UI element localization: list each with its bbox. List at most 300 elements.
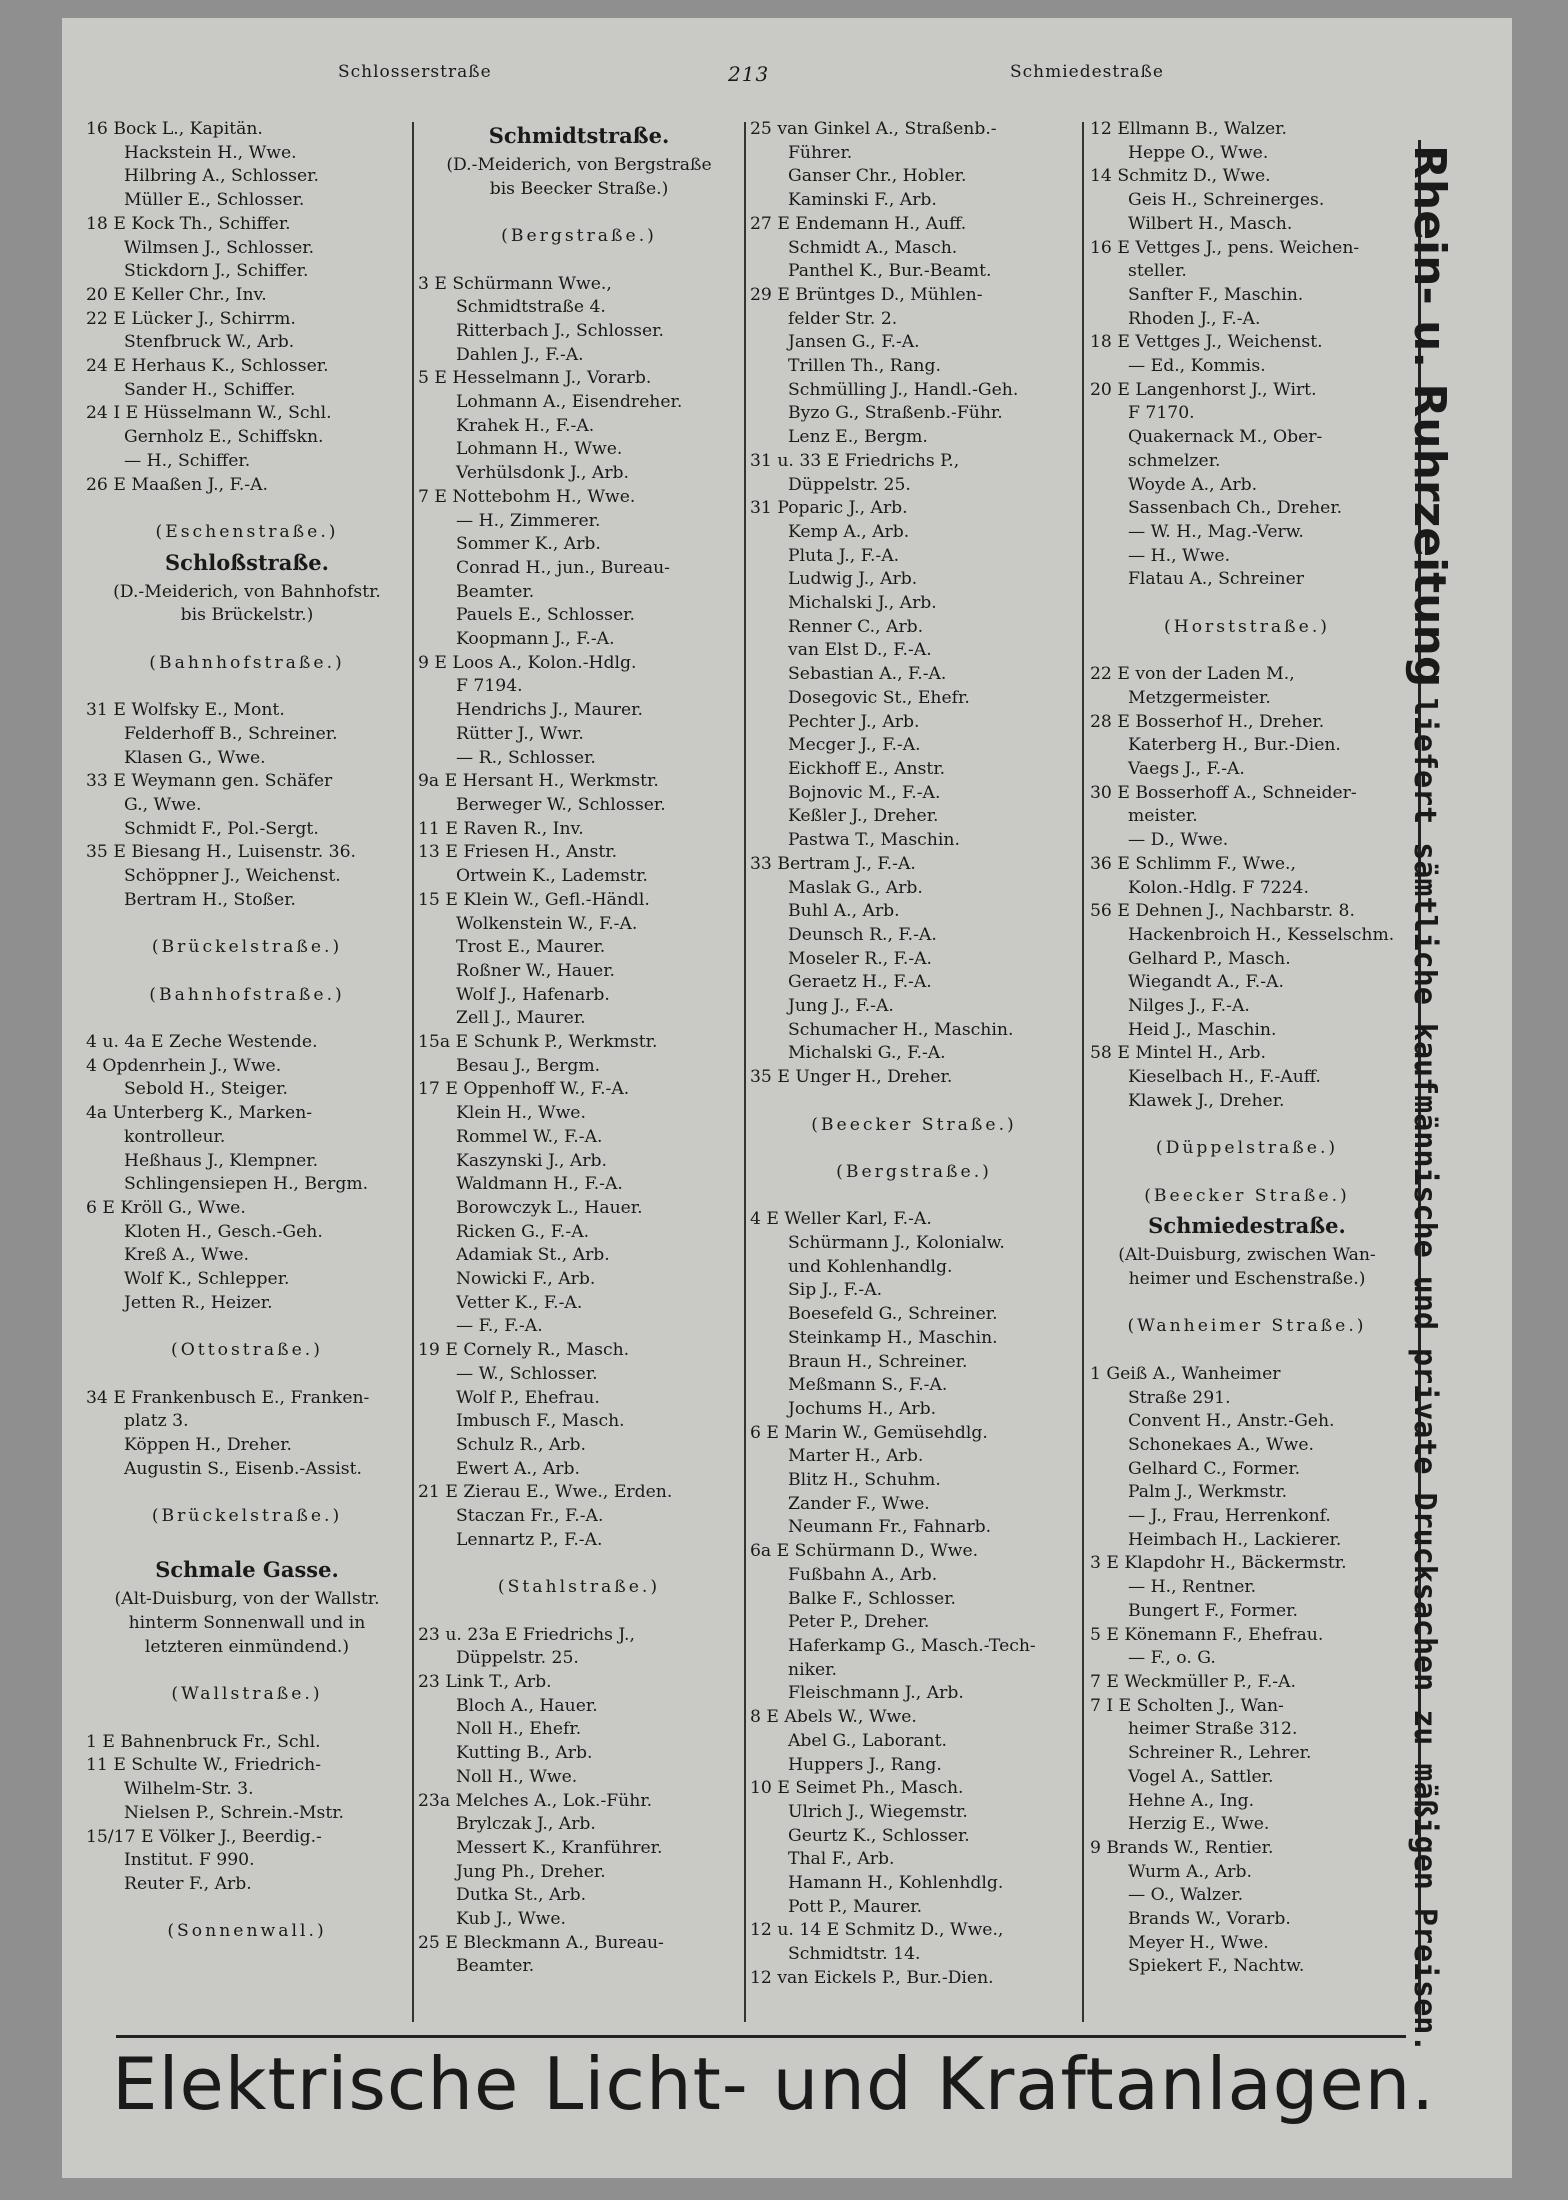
directory-entry: Klasen G., Wwe. (124, 747, 266, 768)
directory-entry: Kub J., Wwe. (456, 1909, 566, 1930)
directory-entry: 7 E Nottebohm H., Wwe. (418, 486, 636, 507)
directory-entry: F 7194. (456, 676, 523, 697)
directory-entry: 9 E Loos A., Kolon.-Hdlg. (418, 652, 637, 673)
directory-entry: Wurm A., Arb. (1128, 1861, 1252, 1882)
directory-entry: Schulz R., Arb. (456, 1434, 586, 1455)
directory-entry: 11 E Schulte W., Friedrich- (86, 1755, 321, 1776)
directory-entry: 1 Geiß A., Wanheimer (1090, 1363, 1281, 1384)
directory-entry: Pastwa T., Maschin. (788, 830, 960, 851)
street-description: bis Brückelstr.) (180, 605, 314, 626)
directory-entry: Sommer K., Arb. (456, 534, 601, 555)
directory-entry: Zell J., Maurer. (456, 1008, 586, 1029)
directory-entry: 12 Ellmann B., Walzer. (1090, 119, 1287, 139)
directory-entry: 17 E Oppenhoff W., F.-A. (418, 1079, 630, 1100)
directory-entry: Hamann H., Kohlenhdlg. (788, 1873, 1004, 1894)
directory-entry: Vaegs J., F.-A. (1128, 758, 1245, 779)
directory-entry: Sip J., F.-A. (788, 1280, 883, 1301)
directory-entry: 31 u. 33 E Friedrichs P., (750, 450, 960, 471)
directory-entry: Klawek J., Dreher. (1128, 1090, 1285, 1111)
directory-entry: Ewert A., Arb. (456, 1458, 580, 1479)
column-2 (418, 118, 740, 1979)
directory-entry: Stenfbruck W., Arb. (124, 332, 295, 353)
directory-entry: Dahlen J., F.-A. (456, 344, 584, 365)
directory-entry: Michalski G., F.-A. (788, 1043, 946, 1064)
directory-entry: — Ed., Kommis. (1128, 356, 1266, 377)
directory-entry: 3 E Schürmann Wwe., (418, 273, 612, 294)
directory-entry: kontrolleur. (124, 1126, 226, 1147)
directory-entry: 6a E Schürmann D., Wwe. (750, 1541, 979, 1562)
directory-entry: Gelhard P., Masch. (1128, 948, 1291, 969)
directory-entry: 16 E Vettges J., pens. Weichen- (1090, 237, 1360, 258)
cross-street-reference: (Wallstraße.) (171, 1684, 323, 1705)
directory-entry: 6 E Kröll G., Wwe. (86, 1197, 246, 1218)
cross-street-reference: (Wanheimer Straße.) (1127, 1316, 1367, 1337)
directory-entry: — H., Rentner. (1128, 1577, 1257, 1598)
directory-entry: Messert K., Kranführer. (456, 1837, 663, 1858)
cross-street-reference: (Bergstraße.) (836, 1161, 992, 1182)
directory-entry: 15/17 E Völker J., Beerdig.- (86, 1826, 322, 1847)
directory-entry: Beamter. (456, 581, 535, 602)
directory-entry: — W., Schlosser. (456, 1363, 598, 1384)
street-description: letzteren einmündend.) (144, 1636, 350, 1657)
directory-entry: Pluta J., F.-A. (788, 545, 900, 566)
directory-entry: F 7170. (1128, 403, 1195, 424)
side-ad-title: Rhein- u. Ruhrzeitung (1404, 145, 1455, 688)
directory-entry: Düppelstr. 25. (456, 1648, 579, 1669)
directory-entry: van Elst D., F.-A. (788, 640, 932, 661)
directory-entry: Wolf K., Schlepper. (124, 1269, 290, 1290)
street-description: bis Beecker Straße.) (489, 178, 669, 199)
directory-entry: 8 E Abels W., Wwe. (750, 1707, 917, 1728)
directory-entry: — F., F.-A. (456, 1316, 543, 1337)
directory-entry: 5 E Könemann F., Ehefrau. (1090, 1624, 1324, 1645)
directory-entry: — F., o. G. (1128, 1648, 1216, 1669)
directory-entry: Trost E., Maurer. (456, 937, 606, 958)
directory-entry: Schöppner J., Weichenst. (124, 866, 341, 887)
directory-entry: 12 van Eickels P., Bur.-Dien. (750, 1967, 994, 1988)
street-description: (Alt-Duisburg, zwischen Wan- (1118, 1245, 1376, 1266)
column-1 (86, 118, 408, 1944)
directory-entry: 4 E Weller Karl, F.-A. (750, 1209, 932, 1230)
directory-entry: Klein H., Wwe. (456, 1103, 586, 1124)
spacer (86, 1007, 408, 1031)
directory-entry: Kaminski F., Arb. (788, 190, 937, 211)
directory-entry: Schlingensiepen H., Bergm. (124, 1174, 369, 1195)
spacer (750, 1185, 1078, 1209)
directory-entry: Fleischmann J., Arb. (788, 1683, 964, 1704)
directory-entry: 31 Poparic J., Arb. (750, 498, 908, 519)
directory-entry: 12 u. 14 E Schmitz D., Wwe., (750, 1920, 1004, 1941)
directory-entry: Haferkamp G., Masch.-Tech- (788, 1636, 1036, 1656)
cross-street-reference: (Eschenstraße.) (155, 521, 339, 542)
directory-entry: Kloten H., Gesch.-Geh. (124, 1221, 323, 1242)
directory-entry: Convent H., Anstr.-Geh. (1128, 1411, 1335, 1432)
running-head-right: Schmiedestraße (1010, 62, 1164, 82)
directory-entry: Geis H., Schreinerges. (1128, 190, 1325, 211)
directory-entry: Vogel A., Sattler. (1128, 1766, 1274, 1787)
directory-entry: Köppen H., Dreher. (124, 1434, 293, 1455)
directory-entry: Panthel K., Bur.-Beamt. (788, 261, 992, 282)
directory-entry: Borowczyk L., Hauer. (456, 1197, 643, 1218)
directory-entry: Hackenbroich H., Kesselschm. (1128, 924, 1395, 945)
directory-entry: Rommel W., F.-A. (456, 1126, 603, 1147)
directory-entry: Noll H., Wwe. (456, 1766, 578, 1787)
cross-street-reference: (Beecker Straße.) (811, 1114, 1017, 1135)
street-heading: Schloßstraße. (165, 549, 329, 575)
directory-entry: Bloch A., Hauer. (456, 1695, 598, 1716)
spacer (1090, 1114, 1404, 1138)
directory-entry: Huppers J., Rang. (788, 1754, 942, 1775)
directory-entry: Adamiak St., Arb. (456, 1245, 610, 1266)
spacer (86, 628, 408, 652)
directory-entry: 34 E Frankenbusch E., Franken- (86, 1387, 370, 1408)
directory-entry: Staczan Fr., F.-A. (456, 1506, 604, 1527)
directory-entry: Spiekert F., Nachtw. (1128, 1956, 1305, 1977)
cross-street-reference: (Sonnenwall.) (167, 1921, 327, 1942)
directory-entry: Felderhoff B., Schreiner. (124, 723, 338, 744)
directory-entry: Schmülling J., Handl.-Geh. (788, 379, 1019, 400)
directory-entry: Eickhoff E., Anstr. (788, 758, 946, 779)
directory-entry: Byzo G., Straßenb.-Führ. (788, 403, 1003, 424)
street-description: (D.-Meiderich, von Bahnhofstr. (113, 581, 381, 602)
directory-entry: — R., Schlosser. (456, 747, 596, 768)
spacer (86, 1707, 408, 1731)
directory-entry: Katerberg H., Bur.-Dien. (1128, 735, 1341, 756)
directory-entry: meister. (1128, 806, 1198, 827)
running-head-left: Schlosserstraße (338, 62, 492, 82)
directory-entry: Schmidt A., Masch. (788, 237, 958, 258)
spacer (1090, 592, 1404, 616)
directory-entry: Steinkamp H., Maschin. (788, 1327, 998, 1348)
directory-entry: 7 E Weckmüller P., F.-A. (1090, 1672, 1296, 1692)
directory-entry: 20 E Keller Chr., Inv. (86, 284, 267, 305)
directory-entry: Bojnovic M., F.-A. (788, 782, 941, 803)
directory-entry: — D., Wwe. (1128, 830, 1229, 851)
cross-street-reference: (Brückelstraße.) (151, 1506, 343, 1527)
directory-entry: Pechter J., Arb. (788, 711, 920, 732)
directory-entry: Sebold H., Steiger. (124, 1079, 288, 1100)
spacer (418, 201, 740, 225)
directory-entry: Kieselbach H., F.-Auff. (1128, 1067, 1321, 1088)
directory-entry: Buhl A., Arb. (788, 901, 900, 922)
directory-entry: platz 3. (124, 1411, 189, 1432)
directory-entry: Pauels E., Schlosser. (456, 605, 635, 626)
spacer (750, 1090, 1078, 1114)
directory-entry: Michalski J., Arb. (788, 593, 937, 614)
directory-entry: Nowicki F., Arb. (456, 1269, 596, 1290)
directory-entry: 33 E Weymann gen. Schäfer (86, 771, 333, 792)
directory-entry: Abel G., Laborant. (788, 1730, 947, 1751)
directory-entry: Lenz E., Bergm. (788, 427, 928, 448)
directory-entry: 15a E Schunk P., Werkmstr. (418, 1032, 658, 1053)
directory-entry: Dutka St., Arb. (456, 1885, 587, 1906)
directory-entry: 1 E Bahnenbruck Fr., Schl. (86, 1731, 321, 1752)
street-heading: Schmidtstraße. (488, 123, 670, 148)
directory-entry: Vetter K., F.-A. (456, 1292, 583, 1313)
directory-entry: 3 E Klapdohr H., Bäckermstr. (1090, 1553, 1347, 1574)
directory-entry: Rütter J., Wwr. (456, 723, 584, 744)
directory-entry: Schürmann J., Kolonialw. (788, 1233, 1005, 1254)
spacer (86, 497, 408, 521)
directory-entry: Wilmsen J., Schlosser. (124, 237, 315, 258)
directory-entry: Heid J., Maschin. (1128, 1019, 1277, 1040)
directory-entry: 24 I E Hüsselmann W., Schl. (86, 403, 332, 424)
directory-entry: Hehne A., Ing. (1128, 1790, 1255, 1811)
directory-entry: Thal F., Arb. (788, 1849, 895, 1870)
directory-entry: Gernholz E., Schiffskn. (124, 427, 324, 448)
directory-entry: Quakernack M., Ober- (1128, 427, 1323, 448)
directory-entry: Pott P., Maurer. (788, 1896, 923, 1917)
cross-street-reference: (Brückelstraße.) (151, 937, 343, 958)
directory-entry: 23 Link T., Arb. (418, 1672, 552, 1692)
directory-entry: — H., Wwe. (1128, 545, 1231, 566)
directory-entry: Institut. F 990. (124, 1850, 255, 1871)
directory-entry: Metzgermeister. (1128, 687, 1271, 708)
directory-entry: Verhülsdonk J., Arb. (456, 463, 630, 484)
directory-entry: Kaszynski J., Arb. (456, 1150, 607, 1171)
spacer (86, 675, 408, 699)
cross-street-reference: (Düppelstraße.) (1155, 1138, 1339, 1159)
column-rule (1082, 122, 1084, 2022)
directory-entry: Ritterbach J., Schlosser. (456, 320, 664, 341)
banner-rule (116, 2035, 1406, 2038)
directory-entry: Herzig E., Wwe. (1128, 1814, 1270, 1835)
directory-entry: Renner C., Arb. (788, 616, 924, 637)
directory-entry: Lohmann A., Eisendreher. (456, 392, 683, 413)
directory-entry: — H., Schiffer. (124, 450, 251, 471)
directory-entry: 22 E von der Laden M., (1090, 664, 1295, 685)
directory-entry: Besau J., Bergm. (456, 1055, 601, 1076)
directory-entry: Hackstein H., Wwe. (124, 142, 297, 163)
directory-entry: Hendrichs J., Maurer. (456, 700, 643, 721)
directory-entry: Jung J., F.-A. (788, 996, 894, 1017)
directory-entry: Conrad H., jun., Bureau- (456, 557, 670, 578)
spacer (1090, 1161, 1404, 1185)
directory-entry: Maslak G., Arb. (788, 877, 923, 898)
cross-street-reference: (Horststraße.) (1164, 616, 1330, 637)
directory-entry: Jung Ph., Dreher. (456, 1861, 606, 1882)
directory-entry: Bertram H., Stoßer. (124, 889, 296, 910)
directory-entry: Roßner W., Hauer. (456, 960, 616, 981)
directory-entry: Kutting B., Arb. (456, 1743, 593, 1764)
directory-entry: Wolkenstein W., F.-A. (456, 913, 638, 934)
directory-entry: Wilhelm-Str. 3. (124, 1779, 254, 1800)
directory-entry: Wolf J., Hafenarb. (456, 984, 610, 1005)
cross-street-reference: (Ottostraße.) (171, 1340, 323, 1361)
directory-entry: Ganser Chr., Hobler. (788, 166, 967, 187)
directory-entry: Koopmann J., F.-A. (456, 629, 615, 650)
directory-entry: 14 Schmitz D., Wwe. (1090, 166, 1271, 187)
directory-entry: Düppelstr. 25. (788, 474, 911, 495)
directory-entry: 4a Unterberg K., Marken- (86, 1103, 313, 1124)
directory-entry: felder Str. 2. (788, 308, 898, 329)
directory-entry: Schumacher H., Maschin. (788, 1019, 1014, 1040)
directory-entry: Jochums H., Arb. (788, 1398, 937, 1419)
directory-entry: Reuter F., Arb. (124, 1873, 252, 1894)
directory-entry: 25 van Ginkel A., Straßenb.- (750, 119, 997, 139)
directory-entry: Heßhaus J., Klempner. (124, 1150, 319, 1171)
street-description: heimer und Eschenstraße.) (1128, 1269, 1366, 1290)
directory-entry: 9a E Hersant H., Werkmstr. (418, 771, 659, 792)
directory-entry: Sassenbach Ch., Dreher. (1128, 498, 1343, 519)
directory-entry: Hilbring A., Schlosser. (124, 166, 319, 187)
directory-entry: Straße 291. (1128, 1387, 1231, 1408)
directory-entry: Führer. (788, 142, 853, 163)
spacer (86, 1897, 408, 1921)
directory-entry: Heppe O., Wwe. (1128, 142, 1269, 163)
directory-entry: Deunsch R., F.-A. (788, 924, 937, 945)
column-3 (750, 118, 1078, 1991)
directory-entry: 23 u. 23a E Friedrichs J., (418, 1624, 635, 1645)
directory-entry: Balke F., Schlosser. (788, 1588, 956, 1609)
spacer (750, 1137, 1078, 1161)
street-heading: Schmale Gasse. (155, 1557, 339, 1583)
directory-entry: Meßmann S., F.-A. (788, 1375, 948, 1396)
directory-entry: Trillen Th., Rang. (788, 356, 941, 377)
cross-street-reference: (Bahnhofstraße.) (149, 652, 345, 673)
directory-entry: Wiegandt A., F.-A. (1128, 972, 1284, 993)
directory-entry: 29 E Brüntges D., Mühlen- (750, 284, 983, 305)
directory-entry: — O., Walzer. (1128, 1885, 1244, 1906)
directory-entry: Krahek H., F.-A. (456, 415, 595, 436)
street-description: hinterm Sonnenwall und in (128, 1613, 366, 1634)
directory-entry: 27 E Endemann H., Auff. (750, 213, 967, 234)
directory-entry: Brands W., Vorarb. (1128, 1909, 1291, 1930)
directory-entry: Waldmann H., F.-A. (456, 1174, 623, 1195)
directory-entry: Nilges J., F.-A. (1128, 996, 1250, 1017)
directory-entry: Schonekaes A., Wwe. (1128, 1434, 1314, 1455)
directory-entry: Ricken G., F.-A. (456, 1221, 590, 1242)
directory-entry: 11 E Raven R., Inv. (418, 818, 584, 839)
directory-entry: Neumann Fr., Fahnarb. (788, 1517, 992, 1538)
directory-entry: Sander H., Schiffer. (124, 379, 296, 400)
directory-entry: Woyde A., Arb. (1128, 474, 1258, 495)
directory-entry: Schmidtstr. 14. (788, 1944, 921, 1965)
directory-entry: Peter P., Dreher. (788, 1612, 930, 1633)
page-number: 213 (728, 62, 770, 86)
spacer (1090, 1292, 1404, 1316)
spacer (86, 1363, 408, 1387)
directory-entry: 22 E Lücker J., Schirrm. (86, 308, 296, 329)
directory-entry: Kolon.-Hdlg. F 7224. (1128, 877, 1309, 898)
directory-entry: Schmidt F., Pol.-Sergt. (124, 818, 319, 839)
directory-entry: Schmidtstraße 4. (456, 297, 606, 318)
directory-entry: Jansen G., F.-A. (788, 332, 920, 353)
spacer (86, 1529, 408, 1553)
cross-street-reference: (Bergstraße.) (501, 226, 657, 247)
street-description: (D.-Meiderich, von Bergstraße (446, 155, 712, 175)
directory-entry: 24 E Herhaus K., Schlosser. (86, 356, 329, 377)
directory-entry: Müller E., Schlosser. (124, 190, 305, 211)
directory-entry: Sebastian A., F.-A. (788, 664, 947, 685)
directory-entry: Augustin S., Eisenb.-Assist. (124, 1458, 362, 1479)
column-rule (744, 122, 746, 2022)
directory-entry: Geurtz K., Schlosser. (788, 1825, 970, 1846)
directory-entry: Stickdorn J., Schiffer. (124, 261, 309, 282)
directory-entry: 4 Opdenrhein J., Wwe. (86, 1055, 282, 1076)
directory-entry: Ludwig J., Arb. (788, 569, 918, 590)
directory-entry: Mecger J., F.-A. (788, 735, 921, 756)
spacer (86, 1315, 408, 1339)
directory-entry: Nielsen P., Schrein.-Mstr. (124, 1802, 345, 1823)
directory-entry: 7 I E Scholten J., Wan- (1090, 1695, 1284, 1716)
directory-entry: 35 E Biesang H., Luisenstr. 36. (86, 842, 356, 863)
column-rule (412, 122, 414, 2022)
directory-entry: Beamter. (456, 1956, 535, 1977)
directory-entry: niker. (788, 1659, 837, 1680)
directory-entry: 9 Brands W., Rentier. (1090, 1837, 1274, 1858)
column-4 (1090, 118, 1404, 1979)
directory-entry: 18 E Kock Th., Schiffer. (86, 213, 291, 234)
directory-entry: 18 E Vettges J., Weichenst. (1090, 332, 1323, 353)
spacer (86, 1481, 408, 1505)
side-advertisement (1403, 145, 1455, 2053)
street-description: (Alt-Duisburg, von der Wallstr. (114, 1589, 380, 1610)
directory-entry: — J., Frau, Herrenkonf. (1128, 1506, 1331, 1527)
directory-entry: steller. (1128, 261, 1187, 282)
cross-street-reference: (Stahlstraße.) (497, 1577, 661, 1598)
directory-entry: Geraetz H., F.-A. (788, 972, 932, 993)
directory-entry: 5 E Hesselmann J., Vorarb. (418, 368, 652, 389)
directory-entry: Jetten R., Heizer. (124, 1292, 273, 1313)
directory-entry: Boesefeld G., Schreiner. (788, 1304, 998, 1325)
directory-entry: 4 u. 4a E Zeche Westende. (86, 1032, 318, 1053)
directory-entry: Marter H., Arb. (788, 1446, 924, 1467)
directory-entry: 21 E Zierau E., Wwe., Erden. (418, 1482, 673, 1503)
directory-entry: 35 E Unger H., Dreher. (750, 1067, 953, 1088)
cross-street-reference: (Beecker Straße.) (1144, 1185, 1350, 1206)
directory-entry: Wolf P., Ehefrau. (456, 1387, 600, 1408)
directory-entry: Dosegovic St., Ehefr. (788, 687, 970, 708)
directory-entry: Berweger W., Schlosser. (456, 794, 666, 815)
directory-entry: 26 E Maaßen J., F.-A. (86, 474, 268, 495)
directory-entry: Sanfter F., Maschin. (1128, 284, 1304, 305)
directory-entry: Brylczak J., Arb. (456, 1814, 596, 1835)
directory-entry: Wilbert H., Masch. (1128, 213, 1293, 234)
directory-entry: Rhoden J., F.-A. (1128, 308, 1261, 329)
directory-entry: Zander F., Wwe. (788, 1493, 930, 1514)
directory-entry: Meyer H., Wwe. (1128, 1932, 1269, 1953)
directory-entry: Ortwein K., Lademstr. (456, 866, 649, 887)
directory-entry: 19 E Cornely R., Masch. (418, 1340, 630, 1361)
directory-entry: Bungert F., Former. (1128, 1600, 1298, 1621)
directory-entry: Lennartz P., F.-A. (456, 1529, 603, 1550)
spacer (418, 1600, 740, 1624)
directory-entry: 23a Melches A., Lok.-Führ. (418, 1790, 653, 1811)
directory-entry: 31 E Wolfsky E., Mont. (86, 700, 285, 721)
directory-entry: 25 E Bleckmann A., Bureau- (418, 1932, 664, 1953)
directory-entry: 30 E Bosserhoff A., Schneider- (1090, 782, 1357, 803)
directory-entry: 10 E Seimet Ph., Masch. (750, 1778, 964, 1799)
directory-entry: Fußbahn A., Arb. (788, 1564, 938, 1585)
directory-entry: 13 E Friesen H., Anstr. (418, 842, 618, 863)
directory-entry: 15 E Klein W., Gefl.-Händl. (418, 889, 650, 910)
side-ad-text: liefert sämtliche kaufmännische und private Drucksachen zu mäßigen Preisen. (1407, 697, 1442, 2053)
directory-entry: Blitz H., Schuhm. (788, 1470, 941, 1491)
spacer (86, 913, 408, 937)
directory-entry: Schreiner R., Lehrer. (1128, 1743, 1312, 1764)
directory-entry: 16 Bock L., Kapitän. (86, 119, 263, 139)
directory-entry: Braun H., Schreiner. (788, 1351, 968, 1372)
bottom-advertisement-banner: Elektrische Licht- und Kraftanlagen. (112, 2042, 1436, 2126)
spacer (418, 1552, 740, 1576)
street-heading: Schmiedestraße. (1148, 1213, 1346, 1239)
directory-entry: 36 E Schlimm F., Wwe., (1090, 853, 1296, 874)
directory-entry: Imbusch F., Masch. (456, 1411, 625, 1432)
directory-entry: 56 E Dehnen J., Nachbarstr. 8. (1090, 901, 1355, 922)
spacer (1090, 639, 1404, 663)
directory-entry: — H., Zimmerer. (456, 510, 601, 531)
